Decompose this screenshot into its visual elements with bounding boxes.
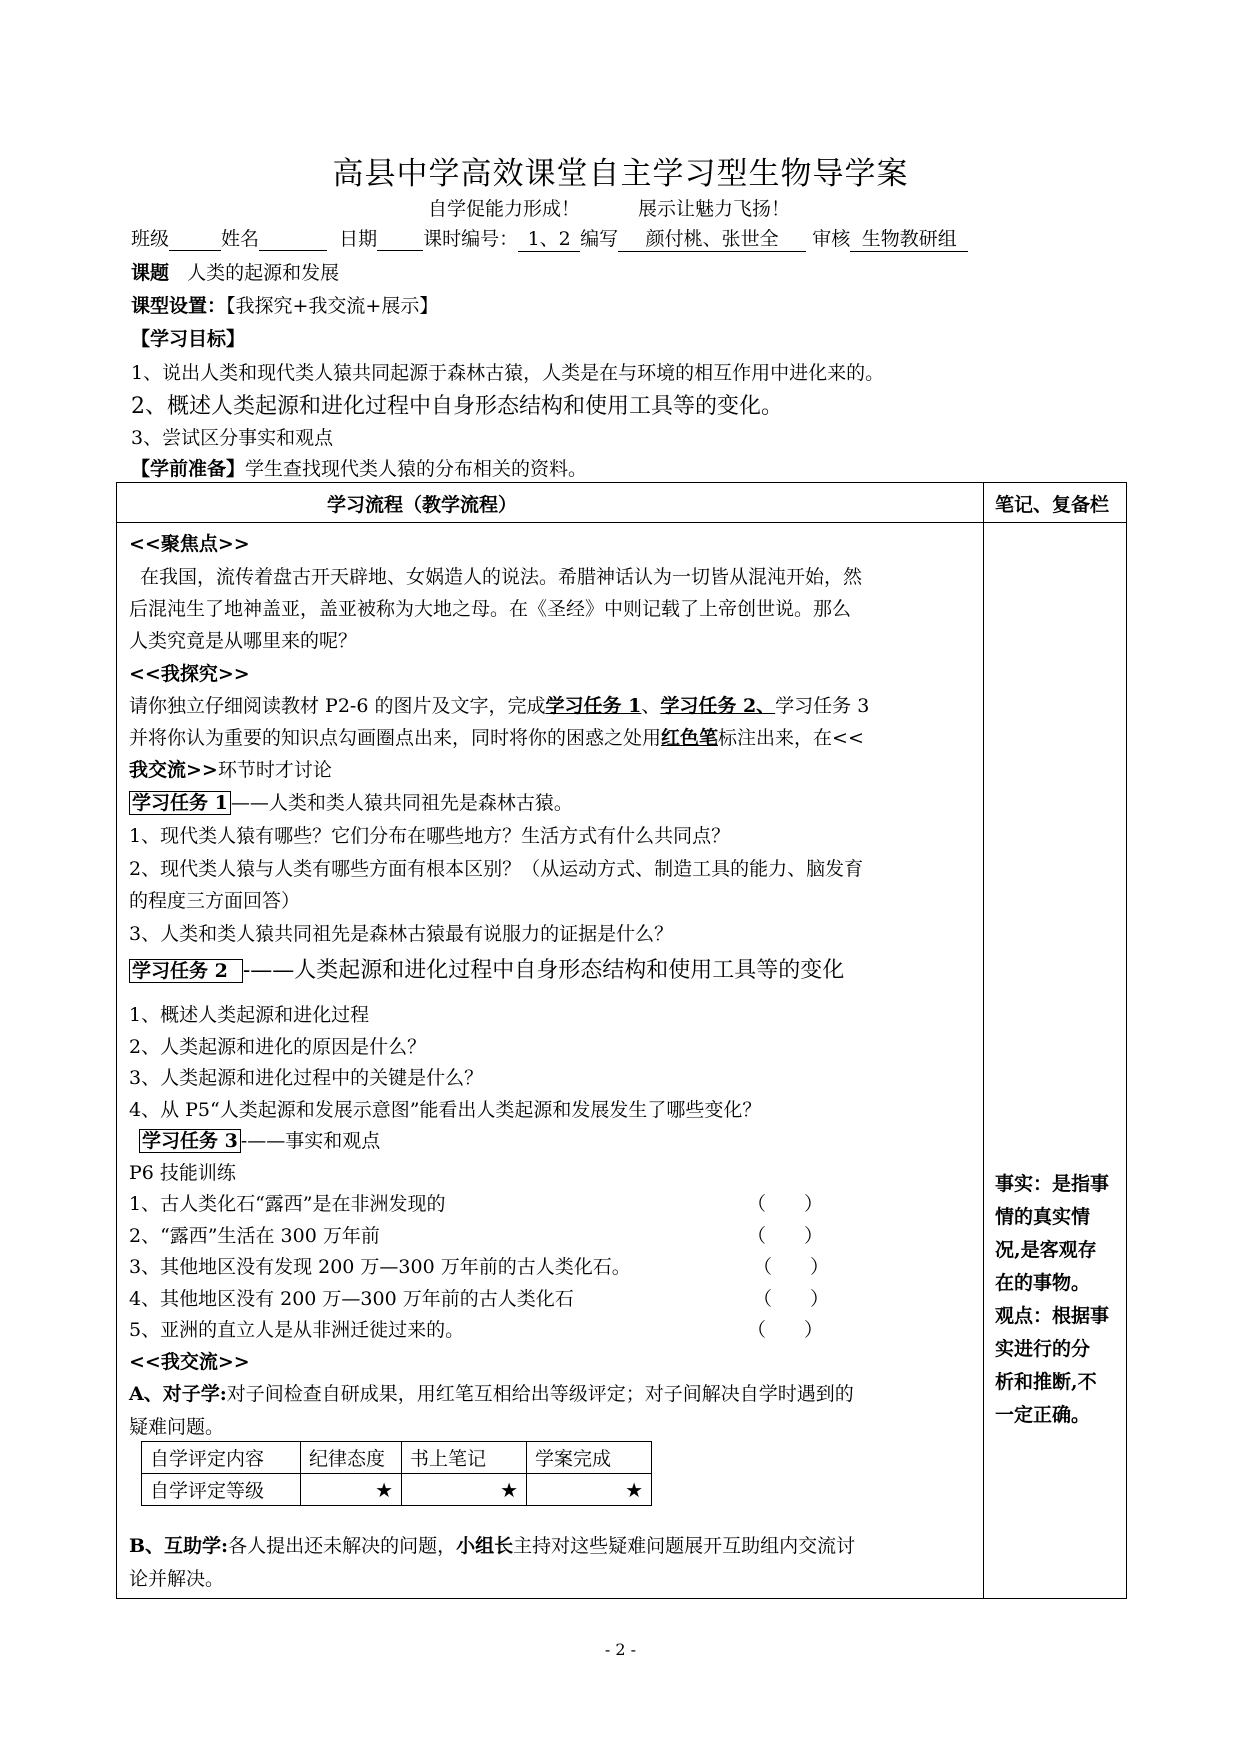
- explore-text: 请你独立仔细阅读教材 P2-6 的图片及文字，完成: [129, 695, 546, 717]
- group-leader: 小组长: [456, 1535, 514, 1557]
- help-line-1: [129, 1531, 855, 1558]
- prep-value: 学生查找现代类人猿的分布相关的资料。: [245, 458, 588, 480]
- name-blank: [259, 228, 327, 251]
- skill-item-5: 5、亚洲的直立人是从非洲迁徙过来的。: [129, 1319, 465, 1341]
- pair-line-2: 疑难问题。: [129, 1416, 225, 1438]
- study-table: [116, 482, 1127, 1599]
- eval-cell: 书上笔记: [402, 1442, 527, 1474]
- info-line: [131, 224, 968, 252]
- task2-q3: 3、人类起源和进化过程中的关键是什么？: [129, 1067, 484, 1089]
- red-pen: 红色笔: [661, 727, 719, 749]
- goal-3: 3、尝试区分事实和观点: [131, 427, 334, 449]
- focus-line-2: 后混沌生了地神盖亚，盖亚被称为大地之母。在《圣经》中则记载了上帝创世说。那么: [129, 598, 852, 620]
- explore-text-2: 并将你认为重要的知识点勾画圈点出来，同时将你的困惑之处用: [129, 727, 662, 749]
- note-line: 实进行的分: [995, 1338, 1091, 1360]
- eval-cell: 学案完成: [527, 1442, 652, 1474]
- help-text-b: 主持对这些疑难问题展开互助组内交流讨: [513, 1535, 856, 1557]
- note-line: 况,是客观存: [995, 1239, 1097, 1261]
- task1-q2b: 的程度三方面回答）: [129, 890, 301, 912]
- explore-heading: <<我探究>>: [129, 663, 250, 685]
- topic-label: 课题: [131, 262, 170, 284]
- skill-item-1: 1、古人类化石“露西”是在非洲发现的: [129, 1193, 446, 1215]
- author-label: 编写: [580, 228, 619, 250]
- document-title: 高县中学高效课堂自主学习型生物导学案: [332, 156, 909, 192]
- note-line: 析和推断,不: [995, 1371, 1097, 1393]
- topic-value: 人类的起源和发展: [187, 262, 340, 284]
- explore-task3: 学习任务 3: [775, 695, 870, 717]
- goal-2: 2、概述人类起源和进化过程中自身形态结构和使用工具等的变化。: [131, 394, 783, 419]
- pair-line-1: [129, 1379, 854, 1406]
- task1-q1: 1、现代类人猿有哪些？它们分布在哪些地方？生活方式有什么共同点？: [129, 825, 731, 847]
- slogan-1: 自学促能力形成！: [428, 198, 581, 220]
- type-line: [131, 291, 438, 318]
- task1-title: ——人类和类人猿共同祖先是森林古猿。: [230, 792, 573, 814]
- pair-label: A、对子学:: [129, 1383, 227, 1405]
- explore-sep: 、: [641, 695, 661, 717]
- type-label: 课型设置：: [131, 295, 227, 317]
- task1-line: [129, 788, 573, 815]
- goals-label: 【学习目标】: [131, 328, 246, 350]
- answer-blank-1[interactable]: （ ）: [747, 1193, 824, 1215]
- note-line: 事实：是指事: [995, 1173, 1110, 1195]
- explore-line-1: [129, 691, 869, 718]
- explore-task2: 学习任务 2、: [660, 695, 776, 717]
- task2-q1: 1、概述人类起源和进化过程: [129, 1004, 370, 1026]
- task3-box: 学习任务 3: [139, 1129, 241, 1153]
- review-value: 生物教研组: [850, 224, 968, 252]
- explore-task1: 学习任务 1: [545, 695, 642, 717]
- prep-label: 【学前准备】: [131, 458, 246, 480]
- task3-line: [139, 1126, 380, 1153]
- answer-blank-5[interactable]: （ ）: [747, 1319, 824, 1341]
- answer-blank-4[interactable]: （ ）: [753, 1288, 830, 1310]
- skill-label: P6 技能训练: [129, 1162, 236, 1184]
- page-number: - 2 -: [604, 1640, 637, 1659]
- name-label: 姓名: [221, 228, 260, 250]
- date-blank: [377, 228, 423, 251]
- task3-title: -——事实和观点: [240, 1130, 381, 1152]
- lesson-no-value: 1、2: [518, 224, 580, 252]
- explore-text-3: 环节时才讨论: [217, 759, 332, 781]
- skill-item-3: 3、其他地区没有发现 200 万—300 万年前的古人类化石。: [129, 1256, 631, 1278]
- column-main-header: 学习流程（教学流程）: [327, 494, 518, 516]
- column-notes-header: 笔记、复备栏: [995, 494, 1110, 516]
- answer-blank-3[interactable]: （ ）: [753, 1256, 830, 1278]
- slogan: [428, 194, 848, 221]
- pair-text: 对子间检查自研成果，用红笔互相给出等级评定；对子间解决自学时遇到的: [226, 1383, 854, 1405]
- review-label: 审核: [812, 228, 851, 250]
- task2-title: -——人类起源和进化过程中自身形态结构和使用工具等的变化: [242, 958, 845, 983]
- note-line: 一定正确。: [995, 1404, 1091, 1426]
- header-divider: [117, 522, 1126, 523]
- task2-box: 学习任务 2: [129, 959, 243, 983]
- focus-line-1: 在我国，流传着盘古开天辟地、女娲造人的说法。希腊神话认为一切皆从混沌开始，然: [140, 566, 863, 588]
- column-divider: [983, 483, 984, 1598]
- note-line: 情的真实情: [995, 1206, 1091, 1228]
- goal-1: 1、说出人类和现代类人猿共同起源于森林古猿，人类是在与环境的相互作用中进化来的。: [131, 362, 885, 384]
- task1-box: 学习任务 1: [129, 791, 231, 815]
- eval-cell: 自学评定内容: [142, 1442, 301, 1474]
- eval-grade-row: [142, 1474, 652, 1506]
- type-value: 【我探究+我交流+展示】: [226, 295, 439, 317]
- task1-q2a: 2、现代类人猿与人类有哪些方面有根本区别？（从运动方式、制造工具的能力、脑发育: [129, 858, 864, 880]
- task2-q4: 4、从 P5“人类起源和发展示意图”能看出人类起源和发展发生了哪些变化？: [129, 1099, 762, 1121]
- lesson-no-label: 课时编号：: [423, 228, 519, 250]
- star-icon[interactable]: ★: [301, 1474, 402, 1506]
- eval-header-row: [142, 1442, 652, 1474]
- star-icon[interactable]: ★: [527, 1474, 652, 1506]
- class-blank: [169, 228, 221, 251]
- prep-line: [131, 454, 587, 481]
- self-eval-table: [141, 1441, 652, 1506]
- task1-q3: 3、人类和类人猿共同祖先是森林古猿最有说服力的证据是什么？: [129, 923, 674, 945]
- star-icon[interactable]: ★: [402, 1474, 527, 1506]
- exchange-heading: <<我交流>>: [129, 1351, 250, 1373]
- note-line: 观点：根据事: [995, 1305, 1110, 1327]
- note-line: 在的事物。: [995, 1272, 1091, 1294]
- date-label: 日期: [339, 228, 378, 250]
- eval-grade-label: 自学评定等级: [142, 1474, 301, 1506]
- slogan-2: 展示让魅力飞扬！: [638, 198, 791, 220]
- answer-blank-2[interactable]: （ ）: [747, 1225, 824, 1247]
- skill-item-4: 4、其他地区没有 200 万—300 万年前的古人类化石: [129, 1288, 574, 1310]
- skill-item-2: 2、“露西”生活在 300 万年前: [129, 1225, 380, 1247]
- focus-heading: <<聚焦点>>: [129, 533, 250, 555]
- class-label: 班级: [131, 228, 170, 250]
- help-line-2: 论并解决。: [129, 1568, 225, 1590]
- explore-line-3: [129, 755, 332, 782]
- eval-cell: 纪律态度: [301, 1442, 402, 1474]
- focus-line-3: 人类究竟是从哪里来的呢？: [129, 630, 358, 652]
- explore-line-2: [129, 723, 864, 750]
- exchange-ref: 我交流>>: [129, 759, 218, 781]
- task2-q2: 2、人类起源和进化的原因是什么？: [129, 1036, 427, 1058]
- help-label: B、互助学:: [129, 1535, 229, 1557]
- explore-text-2b: 标注出来，在<<: [718, 727, 864, 749]
- author-value: 颜付桃、张世全: [618, 224, 806, 252]
- task2-line: [129, 953, 844, 984]
- notes-column: [995, 1168, 1121, 1432]
- topic-line: [131, 258, 339, 285]
- help-text: 各人提出还未解决的问题，: [228, 1535, 457, 1557]
